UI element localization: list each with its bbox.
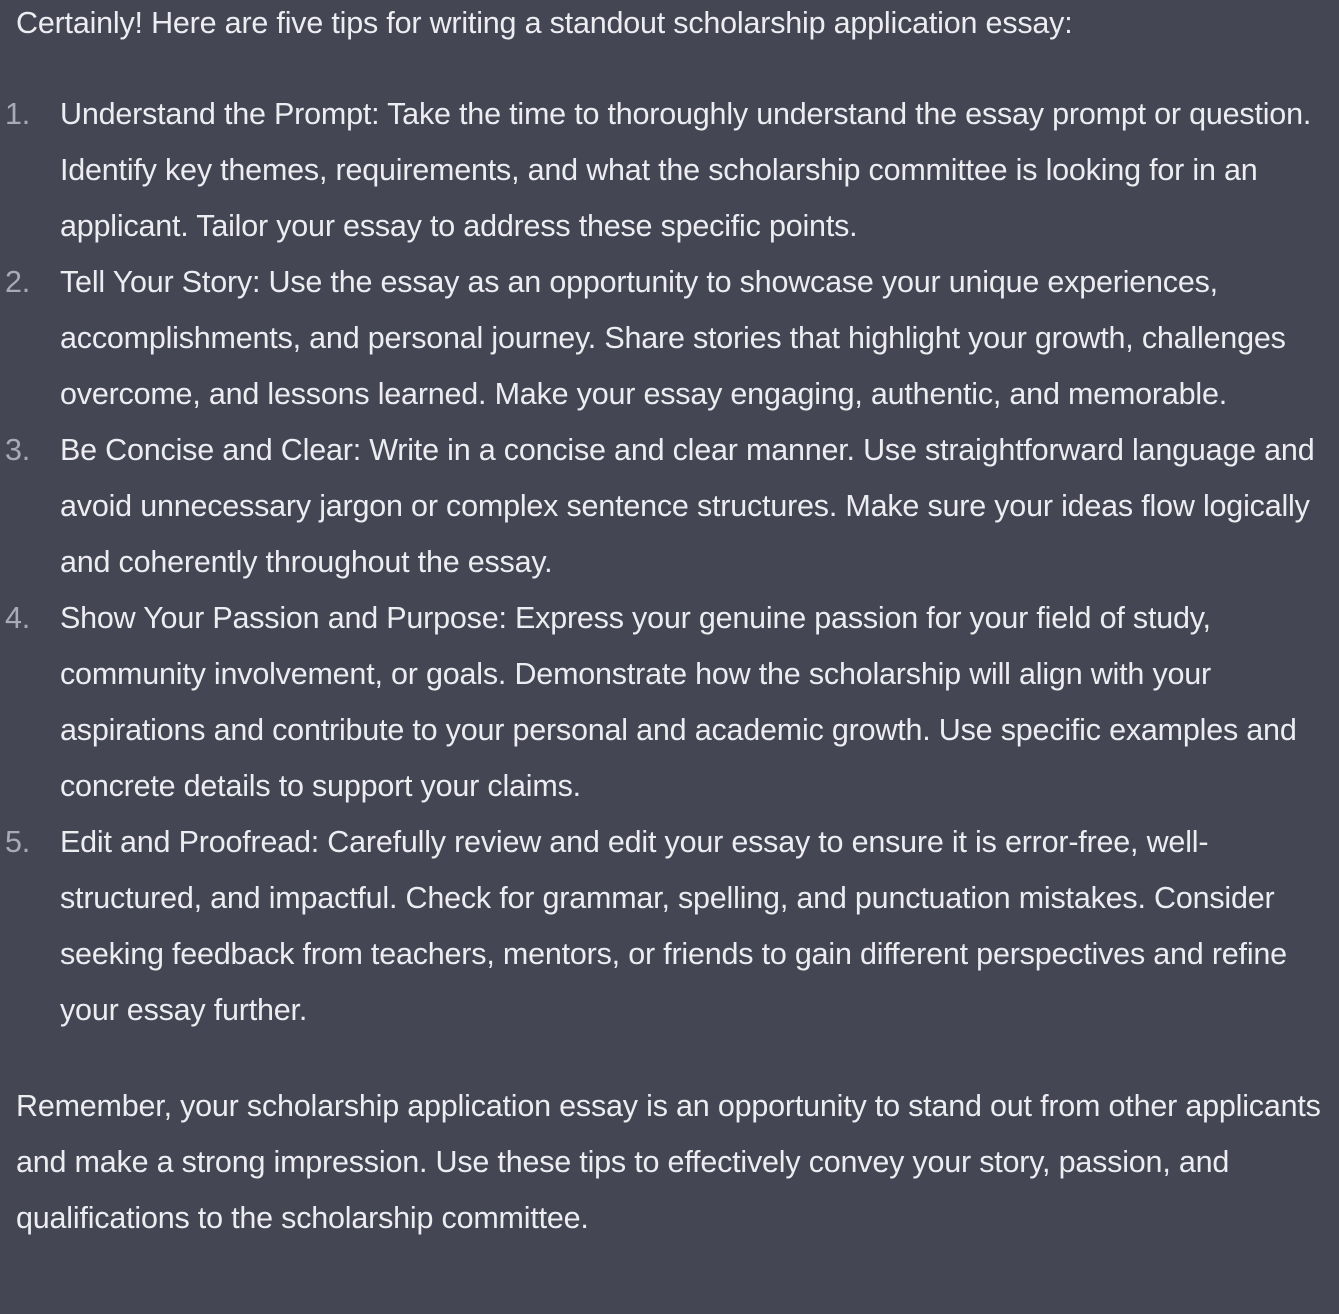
intro-paragraph: Certainly! Here are five tips for writing a standout scholarship application essay:	[16, 6, 1073, 40]
list-item-text: Be Concise and Clear: Write in a concise and clear manner. Use straightforward language and avoid unnecessary jargon or complex sentence structures. Make sure your ideas flow logically and coherently throughout the essay.	[60, 433, 1315, 579]
list-item	[5, 590, 1321, 814]
list-item-text: Tell Your Story: Use the essay as an opportunity to showcase your unique experiences, accomplishments, and personal journey. Share stories that highlight your growth, challenges overcome, and lessons learned. Make your essay engaging, authentic, and memorable.	[60, 265, 1286, 411]
list-item-text: Show Your Passion and Purpose: Express your genuine passion for your field of study, community involvement, or goals. Demonstrate how the scholarship will align with your aspirations and contribute to your personal and academic growth. Use specific examples and concrete details to support your claims.	[60, 601, 1297, 803]
list-item-number: 4.	[5, 601, 31, 635]
list-item	[5, 254, 1321, 422]
list-item	[5, 814, 1321, 1038]
list-item-text: Understand the Prompt: Take the time to thoroughly understand the essay prompt or question. Identify key themes, requirements, and what the scholarship committee is looking for in an applicant. Tailor your essay to address these specific points.	[60, 97, 1312, 243]
list-item	[5, 86, 1321, 254]
tips-list	[5, 86, 1321, 1038]
list-item	[5, 422, 1321, 590]
list-item-number: 5.	[5, 825, 31, 859]
list-item-number: 2.	[5, 265, 31, 299]
list-item-number: 3.	[5, 433, 31, 467]
closing-paragraph: Remember, your scholarship application essay is an opportunity to stand out from other applicants and make a strong impression. Use these tips to effectively convey your story, passion, and qualifications to the scholarship committee.	[16, 1089, 1321, 1235]
list-item-number: 1.	[5, 97, 31, 131]
list-item-text: Edit and Proofread: Carefully review and edit your essay to ensure it is error-free, well-structured, and impactful. Check for grammar, spelling, and punctuation mistakes. Consider seeking feedback from teachers, mentors, or friends to gain different perspectives and refine your essay further.	[60, 825, 1287, 1027]
